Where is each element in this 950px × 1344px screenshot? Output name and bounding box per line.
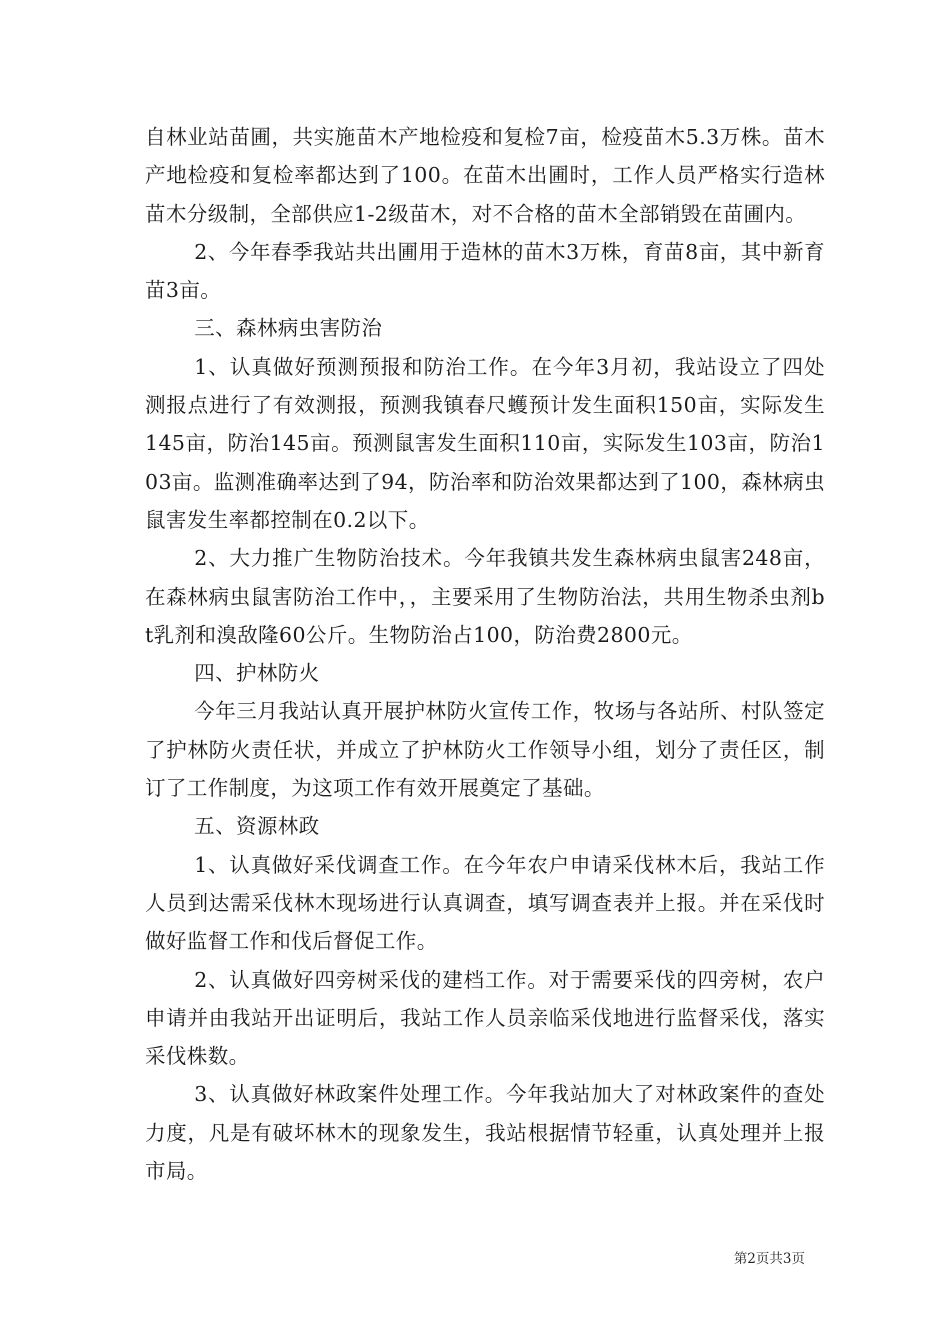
- paragraph-continuation: 自林业站苗圃，共实施苗木产地检疫和复检7亩，检疫苗木5.3万株。苗木产地检疫和复检率都达到了100。在苗木出圃时，工作人员严格实行造林苗木分级制，全部供应1-2级苗木，对不合格的苗木全部销毁在苗圃内。: [145, 125, 825, 226]
- page-number: 第2页共3页: [733, 1251, 805, 1267]
- paragraph-roadside-trees: 2、认真做好四旁树采伐的建档工作。对于需要采伐的四旁树，农户申请并由我站开出证明后，我站工作人员亲临采伐地进行监督采伐，落实采伐株数。: [145, 967, 825, 1069]
- paragraph-biological-control: 2、大力推广生物防治技术。今年我镇共发生森林病虫鼠害248亩，在森林病虫鼠害防治工作中，，主要采用了生物防治法，共用生物杀虫剂bt乳剂和溴敌隆60公斤。生物防治占100，防治费2800元。: [145, 546, 825, 647]
- section-heading-forest-resources: 五、资源林政: [194, 814, 320, 839]
- paragraph-forecast: 1、认真做好预测预报和防治工作。在今年3月初，我站设立了四处测报点进行了有效测报，预测我镇春尺蠖预计发生面积150亩，实际发生145亩，防治145亩。预测鼠害发生面积110亩，实际发生103亩，防治103亩。监测准确率达到了94，防治率和防治效果都达到了100，森林病虫鼠害发生率都控制在0.2以下。: [145, 354, 825, 532]
- paragraph-fire-prevention: 今年三月我站认真开展护林防火宣传工作，牧场与各站所、村队签定了护林防火责任状，并成立了护林防火工作领导小组，划分了责任区，制订了工作制度，为这项工作有效开展奠定了基础。: [145, 699, 825, 801]
- paragraph-seedling-output: 2、今年春季我站共出圃用于造林的苗木3万株，育苗8亩，其中新育苗3亩。: [145, 239, 825, 303]
- paragraph-logging-survey: 1、认真做好采伐调查工作。在今年农户申请采伐林木后，我站工作人员到达需采伐林木现场进行认真调查，填写调查表并上报。并在采伐时做好监督工作和伐后督促工作。: [145, 852, 825, 954]
- section-heading-pest-control: 三、森林病虫害防治: [194, 316, 383, 341]
- paragraph-forestry-cases: 3、认真做好林政案件处理工作。今年我站加大了对林政案件的查处力度，凡是有破坏林木的现象发生，我站根据情节轻重，认真处理并上报市局。: [145, 1082, 825, 1184]
- document-body: [145, 118, 825, 1190]
- section-heading-fire-prevention: 四、护林防火: [194, 661, 320, 686]
